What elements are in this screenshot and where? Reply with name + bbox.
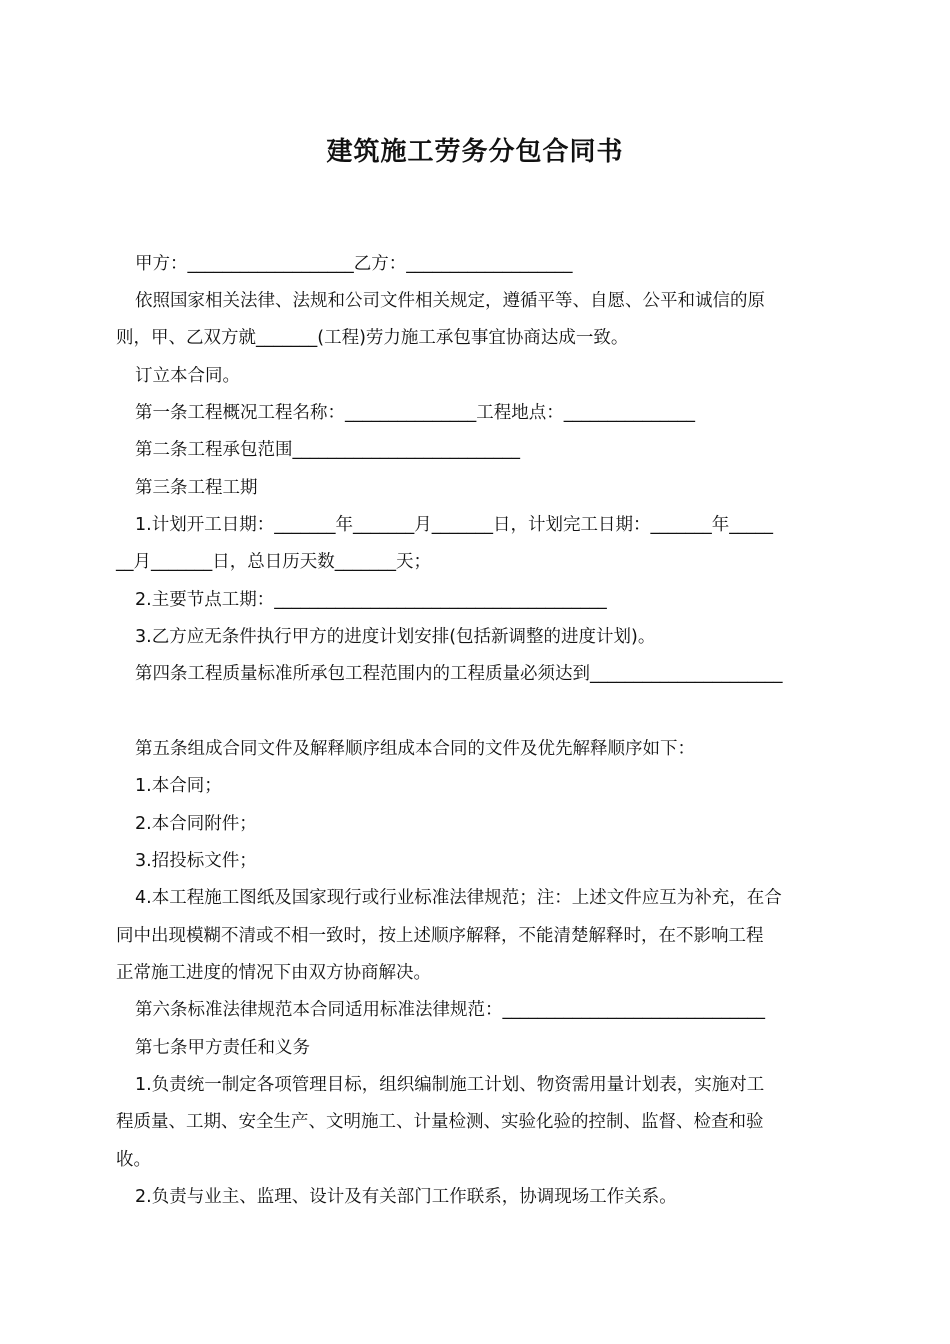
- list-item: 3.招投标文件；: [135, 851, 257, 871]
- paragraph-line: 订立本合同。: [135, 366, 240, 386]
- list-item: 2.主要节点工期：______________________________________: [135, 590, 607, 610]
- list-item: 1.本合同；: [135, 776, 222, 796]
- list-item-continuation: __月_______日，总日历天数_______天；: [116, 552, 431, 572]
- document-title: 建筑施工劳务分包合同书: [326, 137, 624, 167]
- article-line: 第五条组成合同文件及解释顺序组成本合同的文件及优先解释顺序如下：: [135, 739, 695, 759]
- paragraph-line: 则，甲、乙双方就_______(工程)劳力施工承包事宜协商达成一致。: [116, 328, 629, 348]
- list-item-continuation: 程质量、工期、安全生产、文明施工、计量检测、实验化验的控制、监督、检查和验: [116, 1112, 764, 1132]
- article-line: 第四条工程质量标准所承包工程范围内的工程质量必须达到______________________: [135, 664, 783, 684]
- party-line: 甲方：___________________乙方：___________________: [135, 254, 573, 274]
- article-line: 第一条工程概况工程名称：_______________工程地点：_______________: [135, 403, 695, 423]
- list-item-continuation: 同中出现模糊不清或不相一致时，按上述顺序解释，不能清楚解释时，在不影响工程: [116, 926, 764, 946]
- list-item: 2.本合同附件；: [135, 814, 257, 834]
- list-item-continuation: 正常施工进度的情况下由双方协商解决。: [116, 963, 431, 983]
- list-item-continuation: 收。: [116, 1150, 151, 1170]
- article-heading: 第七条甲方责任和义务: [135, 1038, 310, 1058]
- list-item: 1.计划开工日期：_______年_______月_______日，计划完工日期：_______年_____: [135, 515, 773, 535]
- list-item: 2.负责与业主、监理、设计及有关部门工作联系，协调现场工作关系。: [135, 1187, 677, 1207]
- article-line: 第二条工程承包范围__________________________: [135, 440, 520, 460]
- list-item: 4.本工程施工图纸及国家现行或行业标准法律规范；注：上述文件应互为补充，在合: [135, 888, 782, 908]
- paragraph-line: 依照国家相关法律、法规和公司文件相关规定，遵循平等、自愿、公平和诚信的原: [135, 291, 765, 311]
- article-heading: 第三条工程工期: [135, 478, 258, 498]
- list-item: 1.负责统一制定各项管理目标，组织编制施工计划、物资需用量计划表，实施对工: [135, 1075, 765, 1095]
- list-item: 3.乙方应无条件执行甲方的进度计划安排(包括新调整的进度计划)。: [135, 627, 656, 647]
- article-line: 第六条标准法律规范本合同适用标准法律规范：______________________________: [135, 1000, 765, 1020]
